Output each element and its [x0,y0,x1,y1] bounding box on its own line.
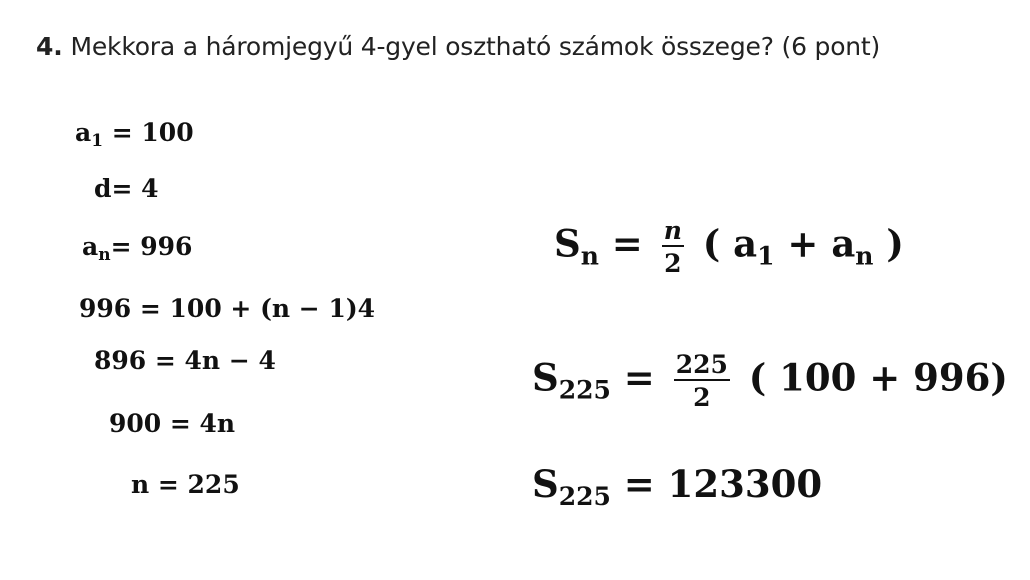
fraction: $\frac{225}{2}$ [675,350,728,412]
equation-line-4: n = 225 [131,470,240,499]
sum-formula: $S_n$ = $\frac{n}{2}$ ( $a_1 + a_n$ ) [554,216,904,278]
question-title [36,32,880,61]
d-line: d= 4 [94,174,159,203]
an-line: $a_n= 996$ [82,232,193,265]
sum-result: $S_{225} = 123300$ [532,462,823,511]
question-text: Mekkora a háromjegyű 4-gyel osztható számok összege? (6 pont) [70,32,881,61]
sum-substitution: $S_{225}$ = $\frac{225}{2}$ ( 100 + 996) [532,350,1008,412]
question-number: 4. [36,32,63,61]
equation-line-2: 896 = 4n − 4 [94,346,276,375]
a1-line: $a_1 = 100$ [75,118,194,151]
equation-line-1: 996 = 100 + (n − 1)4 [79,294,376,323]
fraction: $\frac{n}{2}$ [663,216,682,278]
equation-line-3: 900 = 4n [109,409,236,438]
